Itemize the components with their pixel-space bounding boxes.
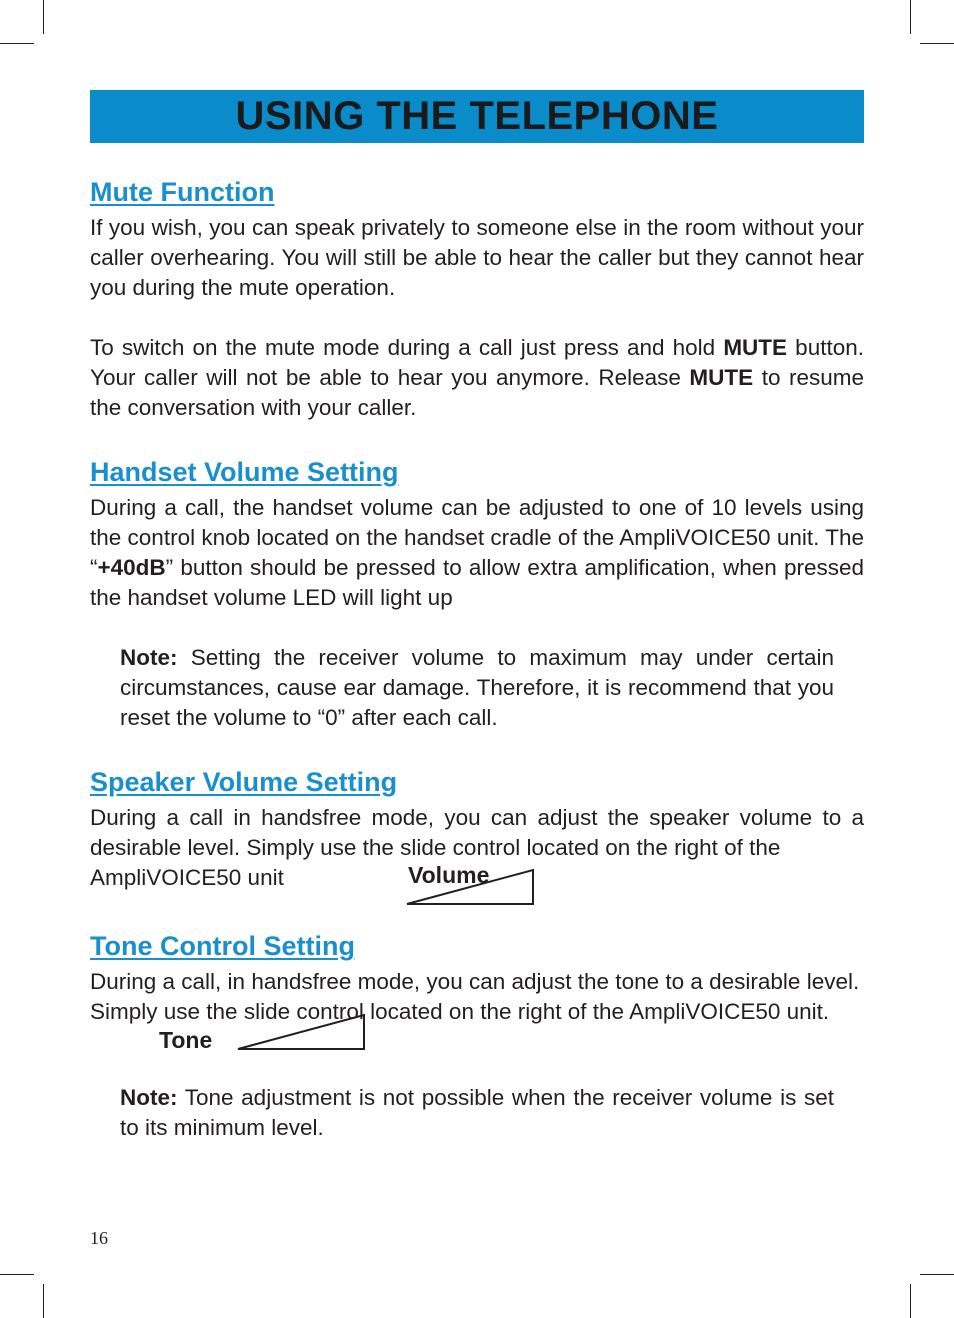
tone-slider-label: Tone [159,1027,213,1053]
note-text: Setting the receiver volume to maximum may under certain circumstances, cause ear damage. Therefore, it is recommend that you reset the volume to “0” after each call. [120,645,834,730]
text-run: To switch on the mute mode during a call just press and hold [90,335,724,360]
mute-heading: Mute Function [90,177,275,207]
boost-key-label: +40dB [97,555,166,580]
crop-mark [0,1274,34,1275]
text-run: During a call, the handset volume can be adjusted to one of 10 levels using the control knob located on the handset cradle of the AmpliVOICE50 unit. The “ [90,495,864,580]
mute-paragraph-1: If you wish, you can speak privately to someone else in the room without your caller overhearing. You will still be able to hear the caller but they cannot hear you during the mute operation. [90,215,864,300]
speaker-slider-row [90,863,864,893]
note-label: Note: [120,1085,178,1110]
tone-slider-icon [236,1013,366,1051]
title-banner [90,90,864,143]
crop-mark [920,43,954,44]
tone-slider-row [90,1027,864,1069]
page-content [90,175,864,1143]
tone-paragraph: During a call, in handsfree mode, you can adjust the tone to a desirable level. Simply use the slide control located on the right of the AmpliVOICE50 unit. [90,969,860,1024]
crop-mark [43,1284,44,1318]
crop-mark [910,0,911,34]
speaker-paragraph-end: AmpliVOICE50 unit [90,865,284,890]
speaker-paragraph: During a call in handsfree mode, you can adjust the speaker volume to a desirable level. Simply use the slide control located on the right of the [90,805,864,860]
crop-mark [0,43,34,44]
volume-slider-icon [405,868,535,906]
tone-heading: Tone Control Setting [90,931,355,961]
text-run: button. Your caller will not be able to hear you anymore. Release [90,335,864,390]
page-number: 16 [90,1228,108,1248]
mute-paragraph-2 [90,333,864,423]
volume-slider-label: Volume [408,862,490,888]
mute-key-label: MUTE [689,365,754,390]
tone-note [120,1083,834,1143]
crop-mark [920,1274,954,1275]
text-run: ” button should be pressed to allow extra amplification, when pressed the handset volume LED will light up [90,555,864,610]
crop-mark [910,1284,911,1318]
speaker-heading: Speaker Volume Setting [90,767,398,797]
mute-key-label: MUTE [723,335,788,360]
note-label: Note: [120,645,178,670]
handset-note [120,643,834,733]
handset-paragraph [90,493,864,613]
note-text: Tone adjustment is not possible when the receiver volume is set to its minimum level. [120,1085,834,1140]
page-title: USING THE TELEPHONE [235,94,719,138]
crop-mark [43,0,44,34]
text-run: to resume the conversation with your caller. [90,365,864,420]
handset-heading: Handset Volume Setting [90,457,399,487]
